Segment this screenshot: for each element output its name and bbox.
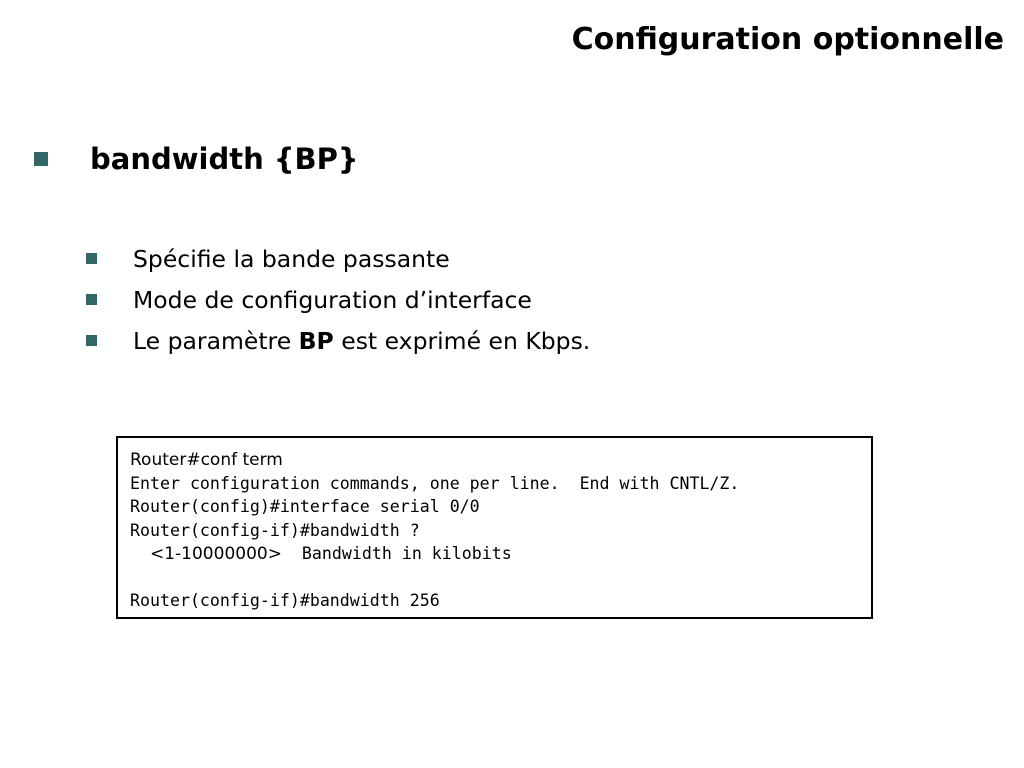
sub-bullet-item bbox=[86, 279, 590, 320]
sub-bullet-bold-term: BP bbox=[298, 326, 334, 355]
cli-line: Router(config-if)#bandwidth ? bbox=[130, 520, 420, 540]
sub-bullet-prefix: Le paramètre bbox=[133, 326, 299, 355]
cli-line bbox=[130, 542, 859, 566]
cli-line: Enter configuration commands, one per line. End with CNTL/Z. bbox=[130, 473, 740, 493]
cli-description: Bandwidth in kilobits bbox=[281, 544, 512, 563]
sub-bullet-list bbox=[86, 238, 590, 361]
cli-line-blank bbox=[130, 566, 859, 590]
cli-line: Router(config-if)#bandwidth 256 bbox=[130, 591, 440, 610]
sub-bullet-text bbox=[133, 327, 590, 355]
square-bullet-icon bbox=[86, 335, 97, 346]
cli-line bbox=[130, 448, 859, 472]
sub-bullet-item bbox=[86, 320, 590, 361]
sub-bullet-text: Mode de configuration d’interface bbox=[133, 285, 532, 314]
square-bullet-icon bbox=[34, 152, 48, 166]
cli-indent bbox=[130, 544, 150, 563]
sub-bullet-text: Spécifie la bande passante bbox=[133, 244, 450, 273]
cli-range: <1-10000000> bbox=[149, 544, 282, 564]
cli-line: Router(config)#interface serial 0/0 bbox=[130, 497, 480, 516]
sub-bullet-item bbox=[86, 238, 590, 279]
main-bullet-text: bandwidth {BP} bbox=[90, 142, 359, 176]
cli-output-box bbox=[116, 436, 873, 619]
square-bullet-icon bbox=[86, 253, 97, 264]
main-bullet bbox=[34, 142, 358, 176]
sub-bullet-suffix: est exprimé en Kbps. bbox=[333, 326, 591, 355]
square-bullet-icon bbox=[86, 294, 97, 305]
cli-text: Router#conf term bbox=[130, 450, 283, 470]
slide-title: Configuration optionnelle bbox=[571, 22, 1004, 57]
